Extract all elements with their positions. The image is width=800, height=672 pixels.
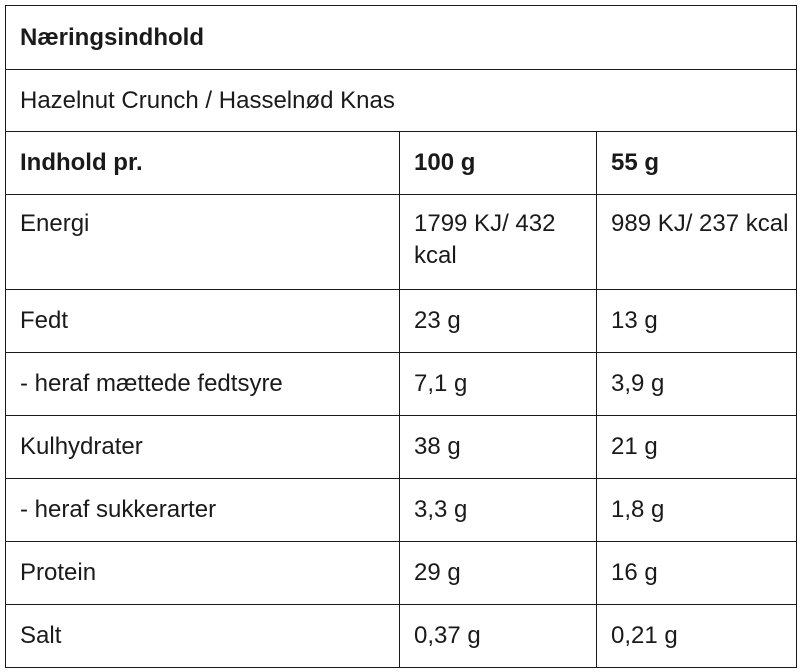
table-row-protein [6, 542, 797, 605]
row-label: Protein [6, 542, 400, 605]
column-header-nutrient: Indhold pr. [6, 132, 400, 195]
column-header-100g: 100 g [400, 132, 597, 195]
row-value-100g: 3,3 g [400, 479, 597, 542]
header-row [6, 132, 797, 195]
row-value-55g: 1,8 g [597, 479, 797, 542]
column-header-55g: 55 g [597, 132, 797, 195]
row-value-100g: 23 g [400, 290, 597, 353]
row-value-55g: 989 KJ/ 237 kcal [597, 195, 797, 290]
row-label: Energi [6, 195, 400, 290]
row-label: - heraf mættede fedtsyre [6, 353, 400, 416]
title-row [6, 6, 797, 70]
nutrition-table [5, 5, 797, 668]
row-value-55g: 3,9 g [597, 353, 797, 416]
row-value-55g: 21 g [597, 416, 797, 479]
table-title: Næringsindhold [6, 6, 797, 70]
row-value-100g: 29 g [400, 542, 597, 605]
row-value-100g: 0,37 g [400, 605, 597, 668]
table-row-saturated-fat [6, 353, 797, 416]
row-value-55g: 0,21 g [597, 605, 797, 668]
table-row-carbohydrates [6, 416, 797, 479]
row-label: Fedt [6, 290, 400, 353]
row-value-55g: 16 g [597, 542, 797, 605]
table-row-energy [6, 195, 797, 290]
row-label: Salt [6, 605, 400, 668]
table-row-fat [6, 290, 797, 353]
row-value-100g: 7,1 g [400, 353, 597, 416]
product-name: Hazelnut Crunch / Hasselnød Knas [6, 70, 797, 132]
row-value-55g: 13 g [597, 290, 797, 353]
table-row-sugars [6, 479, 797, 542]
row-label: Kulhydrater [6, 416, 400, 479]
table-row-salt [6, 605, 797, 668]
row-label: - heraf sukkerarter [6, 479, 400, 542]
row-value-100g: 38 g [400, 416, 597, 479]
row-value-100g: 1799 KJ/ 432 kcal [400, 195, 597, 290]
subtitle-row [6, 70, 797, 132]
